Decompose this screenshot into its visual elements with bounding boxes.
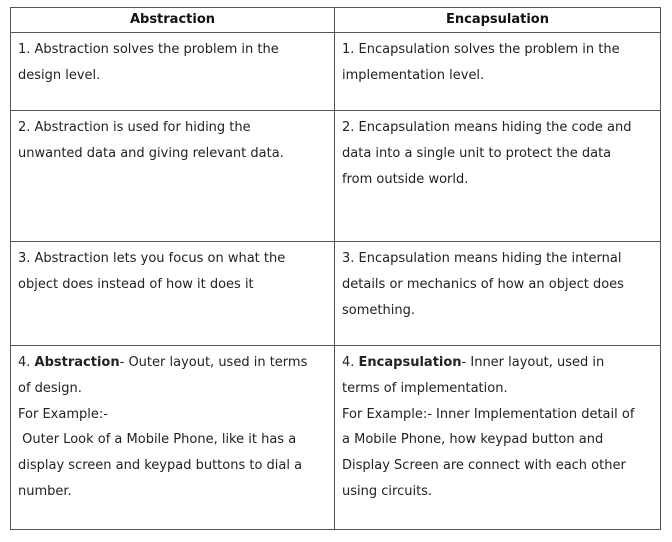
cell-text-line: 3. Abstraction lets you focus on what the bbox=[18, 251, 286, 266]
abstraction-cell bbox=[11, 111, 335, 242]
term-bold: Abstraction bbox=[34, 355, 120, 370]
term-bold: Encapsulation bbox=[358, 355, 462, 370]
encapsulation-cell bbox=[335, 242, 661, 346]
cell-text-line: 2. Encapsulation means hiding the code and bbox=[342, 120, 632, 135]
item-number: 4. bbox=[342, 355, 359, 370]
cell-text-line: data into a single unit to protect the data bbox=[342, 145, 612, 161]
cell-text-line: display screen and keypad buttons to dial a bbox=[18, 458, 303, 474]
table-row bbox=[11, 346, 661, 530]
cell-text-line: details or mechanics of how an object does bbox=[342, 276, 624, 292]
encapsulation-cell bbox=[335, 346, 661, 530]
table-row bbox=[11, 111, 661, 242]
cell-text-line: design level. bbox=[18, 67, 101, 83]
cell-text-line: For Example:- Inner Implementation detail of bbox=[342, 406, 635, 422]
cell-text-line: of design. bbox=[18, 380, 82, 396]
header-abstraction: Abstraction bbox=[11, 8, 335, 33]
header-row bbox=[11, 8, 661, 33]
encapsulation-cell bbox=[335, 33, 661, 111]
cell-text-line bbox=[18, 350, 328, 376]
cell-text-line: unwanted data and giving relevant data. bbox=[18, 145, 284, 161]
cell-text-line: number. bbox=[18, 483, 72, 499]
term-description: - Outer layout, used in terms bbox=[119, 355, 308, 370]
cell-text-line: object does instead of how it does it bbox=[18, 276, 254, 292]
table-row bbox=[11, 242, 661, 346]
cell-text-line: implementation level. bbox=[342, 67, 485, 83]
item-number: 4. bbox=[18, 355, 35, 370]
cell-text-line: a Mobile Phone, how keypad button and bbox=[342, 432, 604, 448]
cell-text-line: 1. Abstraction solves the problem in the bbox=[18, 42, 279, 57]
cell-text-line: 2. Abstraction is used for hiding the bbox=[18, 120, 251, 135]
abstraction-cell bbox=[11, 346, 335, 530]
cell-text-line: something. bbox=[342, 302, 415, 318]
abstraction-cell bbox=[11, 242, 335, 346]
comparison-table bbox=[10, 7, 661, 530]
cell-text-line: 3. Encapsulation means hiding the internal bbox=[342, 251, 622, 266]
cell-text-line: 1. Encapsulation solves the problem in the bbox=[342, 42, 620, 57]
cell-text-line bbox=[342, 350, 654, 376]
cell-text-line: For Example:- bbox=[18, 406, 108, 422]
term-description: - Inner layout, used in bbox=[461, 355, 605, 370]
abstraction-cell bbox=[11, 33, 335, 111]
cell-text-line: Outer Look of a Mobile Phone, like it has a bbox=[18, 432, 297, 448]
cell-text-line: using circuits. bbox=[342, 483, 433, 499]
cell-text-line: from outside world. bbox=[342, 171, 469, 187]
table-row bbox=[11, 33, 661, 111]
cell-text-line: Display Screen are connect with each other bbox=[342, 458, 626, 474]
header-encapsulation: Encapsulation bbox=[335, 8, 661, 33]
cell-text-line: terms of implementation. bbox=[342, 380, 508, 396]
encapsulation-cell bbox=[335, 111, 661, 242]
